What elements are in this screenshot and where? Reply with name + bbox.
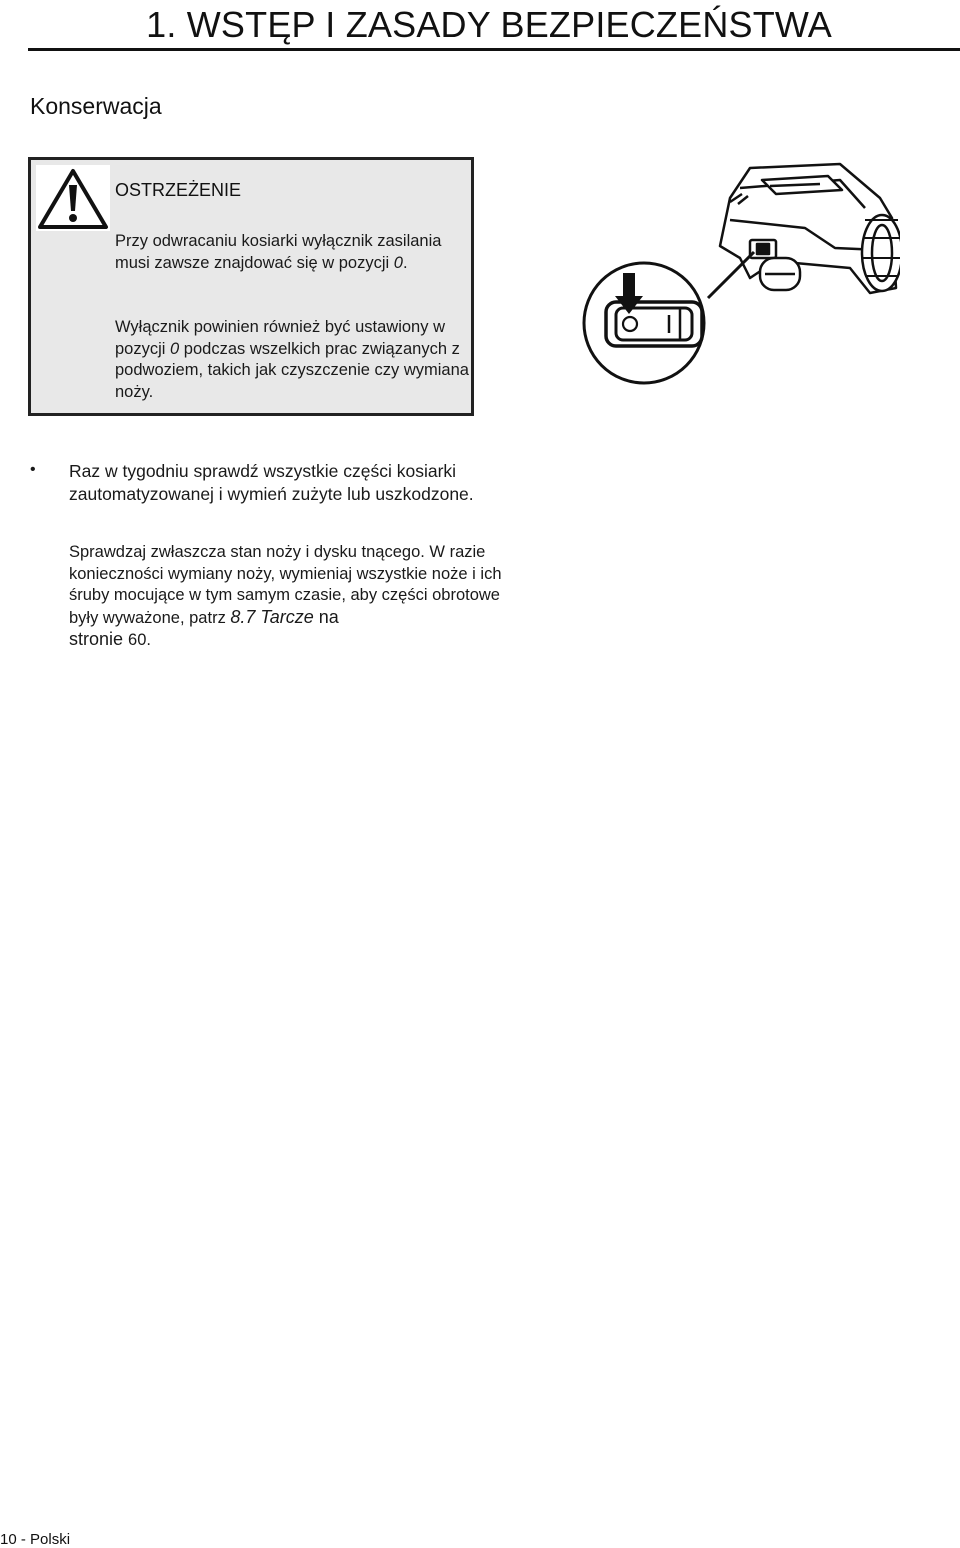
warning-p1-end: .: [402, 253, 408, 272]
warning-triangle-icon: [36, 165, 110, 231]
paragraph-text: Sprawdzaj zwłaszcza stan noży i dysku tnącego. W razie konieczności wymiany noży, wymieniaj wszystkie noże i ich śruby mocujące w tym samym czasie, aby części obrotowe były wyważone, patrz: [69, 543, 502, 627]
section-title: Konserwacja: [30, 93, 162, 119]
cross-reference-link[interactable]: 8.7 Tarcze: [230, 606, 314, 627]
warning-p2-start: Wyłącznik powinien również być ustawiony w pozycji: [115, 318, 445, 358]
mower-body-icon: [720, 164, 900, 293]
paragraph-after-ref: na: [313, 606, 339, 627]
warning-paragraph-1: [115, 231, 470, 274]
page-prefix: stronie: [69, 629, 129, 649]
warning-heading: OSTRZEŻENIE: [115, 180, 242, 200]
chapter-rule: [28, 48, 960, 51]
warning-p1-text: Przy odwracaniu kosiarki wyłącznik zasilania musi zawsze znajdować się w pozycji: [115, 232, 442, 272]
callout-line: [708, 252, 754, 298]
warning-p1-position: 0: [393, 253, 403, 272]
page-number-link[interactable]: 60: [128, 631, 147, 649]
bullet-marker: •: [30, 461, 36, 478]
body-paragraph: [69, 542, 514, 652]
bullet-text: Raz w tygodniu sprawdź wszystkie części kosiarki zautomatyzowanej i wymień zużyte lub uszkodzone.: [69, 461, 474, 504]
page-footer: 10 - Polski: [0, 1531, 71, 1548]
warning-p2-position: 0: [170, 339, 180, 358]
chapter-title: 1. WSTĘP I ZASADY BEZPIECZEŃSTWA: [146, 4, 832, 45]
paragraph-end: .: [146, 631, 151, 649]
power-switch-icon: [584, 263, 704, 383]
warning-p2-end: podczas wszelkich prac związanych z podwoziem, takich jak czyszczenie czy wymiana noży.: [115, 339, 469, 401]
warning-box: [28, 157, 474, 416]
warning-paragraph-2: [115, 317, 470, 403]
mower-switch-illustration: [580, 158, 900, 408]
